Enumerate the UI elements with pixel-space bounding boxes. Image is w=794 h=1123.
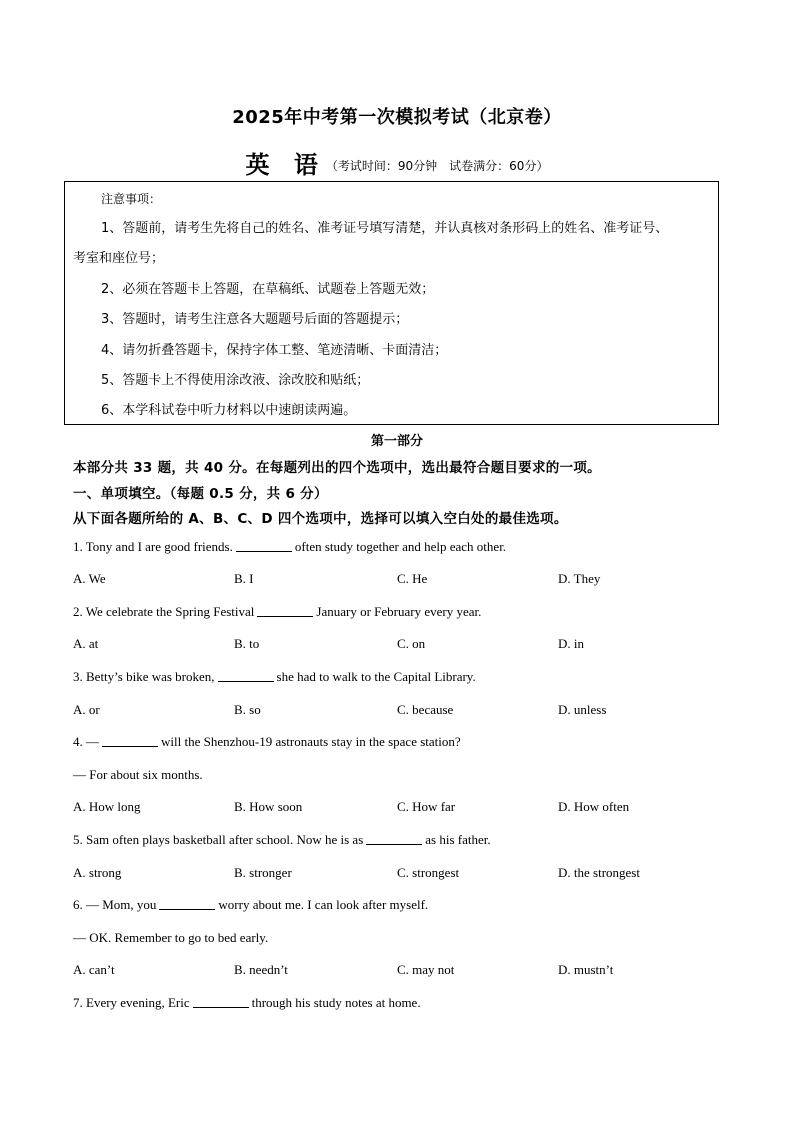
notice-item: 3、答题时，请考生注意各大题题号后面的答题提示； — [101, 312, 409, 327]
option-a: A. or — [73, 702, 100, 717]
notice-item: 4、请勿折叠答题卡，保持字体工整、笔迹清晰、卡面清洁； — [101, 343, 448, 358]
option-a: A. We — [73, 571, 106, 586]
notice-item: 6、本学科试卷中听力材料以中速朗读两遍。 — [101, 403, 357, 418]
notice-item: 1、答题前，请考生先将自己的姓名、准考证号填写清楚，并认真核对条形码上的姓名、准考证号、 — [101, 221, 669, 236]
option-d: D. How often — [558, 799, 630, 814]
option-c: C. strongest — [397, 865, 460, 880]
option-b: B. needn’t — [234, 962, 288, 977]
question-stem: 6. — Mom, you worry about me. I can look after myself. — [73, 897, 429, 912]
exam-title: 2025年中考第一次模拟考试（北京卷） — [232, 107, 562, 128]
option-a: A. at — [73, 636, 99, 651]
option-d: D. They — [558, 571, 601, 586]
exam-info: （考试时间：90分钟 试卷满分：60分） — [325, 159, 549, 173]
option-c: C. How far — [397, 799, 456, 814]
question-stem: 7. Every evening, Eric through his study notes at home. — [73, 995, 421, 1010]
option-c: C. may not — [397, 962, 455, 977]
notice-heading: 注意事项： — [101, 192, 162, 206]
dialogue-reply: — For about six months. — [73, 767, 203, 782]
option-c: C. on — [397, 636, 426, 651]
question-stem: 1. Tony and I are good friends. often study together and help each other. — [73, 539, 507, 554]
notice-box — [64, 181, 719, 425]
option-c: C. because — [397, 702, 454, 717]
option-d: D. in — [558, 636, 584, 651]
part-intro: 本部分共 33 题，共 40 分。在每题列出的四个选项中，选出最符合题目要求的一项。 — [73, 460, 601, 476]
question-stem: 3. Betty’s bike was broken, she had to walk to the Capital Library. — [73, 669, 476, 684]
option-d: D. mustn’t — [558, 962, 614, 977]
answer-blank — [193, 995, 249, 1008]
option-b: B. so — [234, 702, 261, 717]
option-b: B. How soon — [234, 799, 303, 814]
answer-blank — [257, 604, 313, 617]
notice-item: 5、答题卡上不得使用涂改液、涂改胶和贴纸； — [101, 373, 370, 388]
notice-item: 考室和座位号； — [73, 251, 165, 266]
option-b: B. stronger — [234, 865, 292, 880]
option-c: C. He — [397, 571, 428, 586]
question-stem: 5. Sam often plays basketball after school. Now he is as as his father. — [73, 832, 491, 847]
answer-blank — [159, 897, 215, 910]
answer-blank — [236, 539, 292, 552]
notice-item: 2、必须在答题卡上答题，在草稿纸、试题卷上答题无效； — [101, 282, 435, 297]
answer-blank — [218, 669, 274, 682]
question-stem: 4. — will the Shenzhou-19 astronauts stay in the space station? — [73, 734, 461, 749]
option-b: B. to — [234, 636, 260, 651]
question-stem: 2. We celebrate the Spring Festival January or February every year. — [73, 604, 482, 619]
part-title: 第一部分 — [370, 434, 423, 449]
section-heading: 一、单项填空。（每题 0.5 分，共 6 分） — [73, 486, 328, 502]
answer-blank — [366, 832, 422, 845]
option-a: A. strong — [73, 865, 122, 880]
section-instruction: 从下面各题所给的 A、B、C、D 四个选项中，选择可以填入空白处的最佳选项。 — [73, 511, 568, 527]
subject-name: 英 语 — [245, 150, 326, 179]
dialogue-reply: — OK. Remember to go to bed early. — [73, 930, 269, 945]
option-a: A. How long — [73, 799, 141, 814]
option-a: A. can’t — [73, 962, 115, 977]
option-d: D. the strongest — [558, 865, 640, 880]
option-b: B. I — [234, 571, 254, 586]
subject-line — [0, 145, 794, 180]
answer-blank — [102, 734, 158, 747]
option-d: D. unless — [558, 702, 607, 717]
